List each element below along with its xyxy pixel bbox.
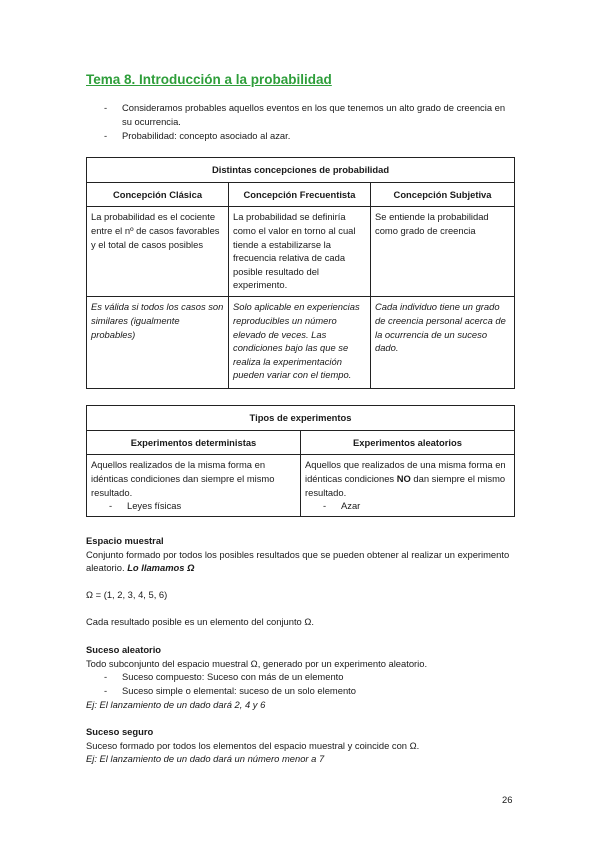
- section-heading: Suceso aleatorio: [86, 644, 162, 655]
- section-text: Suceso formado por todos los elementos del espacio muestral y coincide con Ω.: [86, 739, 420, 751]
- section-heading: Suceso seguro: [86, 726, 154, 737]
- column-header: Experimentos deterministas: [87, 430, 301, 455]
- intro-item: - Consideramos probables aquellos eventos en los que tenemos un alto grado de creencia en su ocurrencia.: [86, 101, 516, 128]
- table-caption: Distintas concepciones de probabilidad: [87, 158, 515, 183]
- section-suceso-aleatorio: [86, 643, 526, 711]
- section-text: Cada resultado posible es un elemento del conjunto Ω.: [86, 615, 314, 627]
- example-text: Ej: El lanzamiento de un dado dará 2, 4 y 6: [86, 698, 266, 710]
- column-header: Concepción Clásica: [87, 182, 229, 207]
- cell-text: Aquellos realizados de la misma forma en idénticas condiciones dan siempre el mismo resultado.: [91, 459, 275, 498]
- cell-example: - Leyes físicas: [91, 499, 296, 513]
- table-cell: Cada individuo tiene un grado de creencia personal acerca de la ocurrencia de un suceso dado.: [371, 297, 515, 389]
- cell-text: Aquellos que realizados de una misma forma en idénticas condiciones: [305, 459, 506, 484]
- table-cell: [87, 455, 301, 517]
- probability-concepts-table: [86, 157, 515, 389]
- sample-space-set: Ω = (1, 2, 3, 4, 5, 6): [86, 588, 168, 600]
- section-heading: Espacio muestral: [86, 535, 164, 546]
- table-cell: [301, 455, 515, 517]
- section-text: Conjunto formado por todos los posibles resultados que se pueden obtener al realizar un experimento aleatorio.: [86, 548, 510, 574]
- table-cell: Se entiende la probabilidad como grado de creencia: [371, 207, 515, 297]
- intro-list: [86, 101, 516, 144]
- section-espacio-muestral: [86, 534, 526, 628]
- cell-emphasis: NO: [396, 472, 411, 484]
- table-cell: La probabilidad es el cociente entre el nº de casos favorables y el total de casos posibles: [87, 207, 229, 297]
- cell-example: - Azar: [305, 499, 510, 513]
- cell-text: dan siempre el mismo resultado.: [305, 472, 506, 498]
- page-title: Tema 8. Introducción a la probabilidad: [86, 72, 332, 87]
- table-cell: La probabilidad se definiría como el valor en torno al cual tiende a estabilizarse la frecuencia relativa de cada posible resultado del experimento.: [229, 207, 371, 297]
- intro-item: - Probabilidad: concepto asociado al azar.: [86, 129, 516, 143]
- page-number: 26: [502, 794, 513, 805]
- list-item: - Suceso simple o elemental: suceso de un solo elemento: [86, 684, 526, 698]
- example-text: Ej: El lanzamiento de un dado dará un número menor a 7: [86, 753, 325, 765]
- section-text: Todo subconjunto del espacio muestral Ω, generado por un experimento aleatorio.: [86, 657, 428, 669]
- table-cell: Es válida si todos los casos son similares (igualmente probables): [87, 297, 229, 389]
- experiment-types-table: [86, 405, 515, 517]
- list-item: - Suceso compuesto: Suceso con más de un elemento: [86, 670, 526, 684]
- column-header: Experimentos aleatorios: [301, 430, 515, 455]
- column-header: Concepción Frecuentista: [229, 182, 371, 207]
- table-cell: Solo aplicable en experiencias reproducibles un número elevado de veces. Las condiciones bajo las que se realiza la experimentación pueden variar con el tiempo.: [229, 297, 371, 389]
- section-emphasis: Lo llamamos Ω: [127, 562, 195, 574]
- table-caption: Tipos de experimentos: [87, 406, 515, 431]
- section-suceso-seguro: [86, 725, 526, 766]
- column-header: Concepción Subjetiva: [371, 182, 515, 207]
